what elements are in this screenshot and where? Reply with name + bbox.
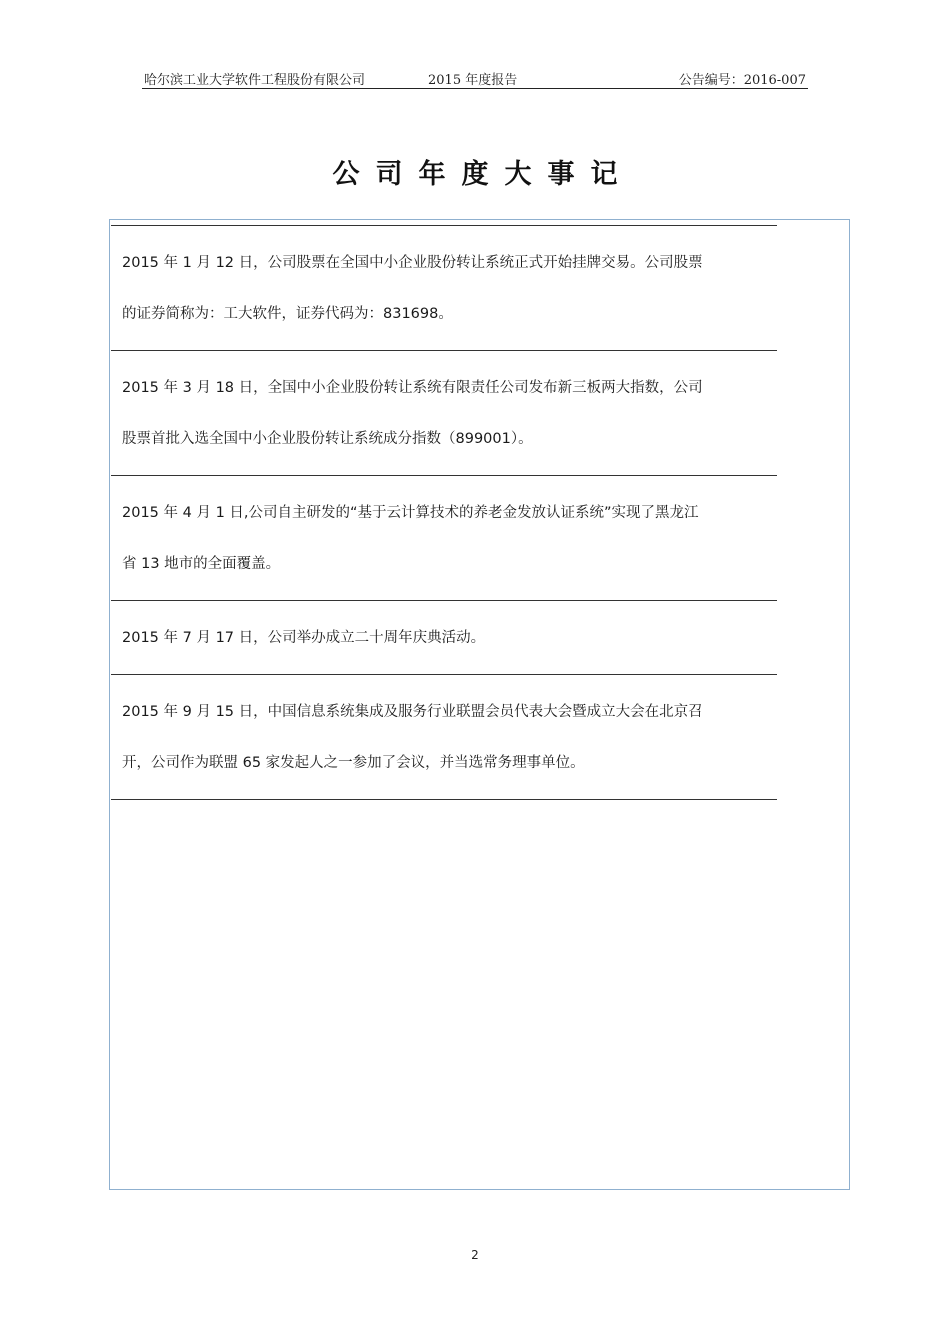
event-row-sep (111, 675, 777, 800)
event-line: 省 13 地市的全面覆盖。 (122, 556, 281, 572)
event-row-apr (111, 476, 777, 601)
header-notice-number: 公告编号：2016-007 (678, 73, 806, 88)
event-line: 股票首批入选全国中小企业股份转让系统成分指数（899001）。 (122, 431, 533, 447)
page-number: 2 (471, 1248, 479, 1262)
event-line: 开，公司作为联盟 65 家发起人之一参加了会议，并当选常务理事单位。 (122, 755, 585, 771)
header-report-title: 2015 年度报告 (428, 73, 518, 88)
event-line: 2015 年 1 月 12 日，公司股票在全国中小企业股份转让系统正式开始挂牌交易。公司股票 (122, 255, 703, 271)
page-title: 公司年度大事记 (332, 159, 634, 190)
event-line: 2015 年 7 月 17 日，公司举办成立二十周年庆典活动。 (122, 630, 486, 646)
header-company-name: 哈尔滨工业大学软件工程股份有限公司 (144, 73, 366, 88)
page-header (142, 68, 808, 89)
event-line: 2015 年 3 月 18 日，全国中小企业股份转让系统有限责任公司发布新三板两大指数，公司 (122, 380, 703, 396)
event-line: 2015 年 4 月 1 日,公司自主研发的“基于云计算技术的养老金发放认证系统”实现了黑龙江 (122, 505, 699, 521)
event-line: 2015 年 9 月 15 日，中国信息系统集成及服务行业联盟会员代表大会暨成立大会在北京召 (122, 704, 703, 720)
event-row-mar (111, 351, 777, 476)
event-row-jan (111, 226, 777, 351)
event-line: 的证券简称为：工大软件，证券代码为：831698。 (122, 306, 453, 322)
events-table (111, 225, 777, 800)
event-row-jul (111, 601, 777, 675)
